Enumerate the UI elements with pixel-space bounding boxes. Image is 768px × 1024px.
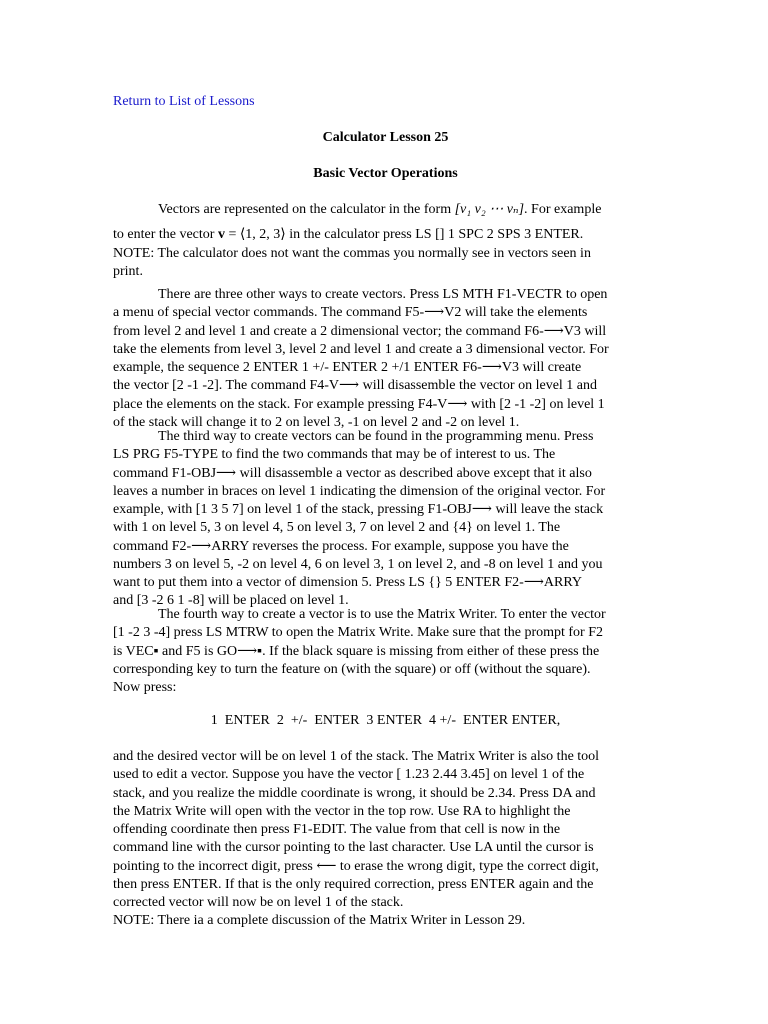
text-line: a menu of special vector commands. The command F5-⟶V2 will take the elements [113, 305, 588, 321]
intro-line-2-pre: to enter the vector [113, 227, 218, 243]
text-line: LS PRG F5-TYPE to find the two commands that may be of interest to us. The [113, 447, 556, 463]
text-line: numbers 3 on level 5, -2 on level 4, 6 on level 3, 1 on level 2, and -8 on level 1 and you [113, 556, 603, 572]
text-line: command F1-OBJ⟶ will disassemble a vector as described above except that it also [113, 465, 592, 481]
return-to-lessons-link[interactable]: Return to List of Lessons [113, 94, 255, 109]
intro-line-2 [113, 226, 648, 244]
text-line: command F2-⟶ARRY reverses the process. For example, suppose you have the [113, 538, 569, 554]
text-line: the Matrix Write will open with the vector in the top row. Use RA to highlight the [113, 803, 571, 819]
text-line: leaves a number in braces on level 1 indicating the dimension of the original vector. For [113, 483, 606, 499]
text-line: command line with the cursor pointing to the last character. Use LA until the cursor is [113, 840, 594, 856]
intro-text-end: . For example [524, 202, 602, 217]
text-line: stack, and you realize the middle coordinate is wrong, it should be 2.34. Press DA and [113, 785, 596, 801]
text-line: used to edit a vector. Suppose you have the vector [ 1.23 2.44 3.45] on level 1 of the [113, 767, 585, 783]
intro-text: Vectors are represented on the calculator in the form [158, 202, 455, 217]
text-line: There are three other ways to create vectors. Press LS MTH F1-VECTR to open [158, 287, 608, 302]
text-line: then press ENTER. If that is the only required correction, press ENTER again and the [113, 876, 594, 892]
key-sequence: 1 ENTER 2 +/- ENTER 3 ENTER 4 +/- ENTER ENTER, [210, 713, 561, 728]
text-line: example, the sequence 2 ENTER 1 +/- ENTER 2 +/1 ENTER F6-⟶V3 will create [113, 360, 582, 375]
text-line: want to put them into a vector of dimension 5. Press LS {} 5 ENTER F2-⟶ARRY [113, 575, 583, 590]
text-line: from level 2 and level 1 and create a 2 dimensional vector; the command F6-⟶V3 will [113, 323, 607, 339]
text-line: example, with [1 3 5 7] on level 1 of the stack, pressing F1-OBJ⟶ will leave the stack [113, 502, 604, 517]
note-line-2: print. [113, 263, 143, 279]
note-line-1: NOTE: The calculator does not want the commas you normally see in vectors seen in [113, 245, 591, 261]
paragraph-edit-vector [113, 748, 648, 931]
text-line: pointing to the incorrect digit, press ⟵ to erase the wrong digit, type the correct digit, [113, 858, 599, 874]
text-line: of the stack will change it to 2 on level 3, -1 on level 2 and -2 on level 1. [113, 414, 520, 430]
text-line: NOTE: There ia a complete discussion of the Matrix Writer in Lesson 29. [113, 913, 526, 929]
text-line: The third way to create vectors can be found in the programming menu. Press [158, 429, 594, 444]
text-line: place the elements on the stack. For example pressing F4-V⟶ with [2 -1 -2] on level 1 [113, 396, 605, 412]
text-line: is VEC▪ and F5 is GO⟶▪. If the black square is missing from either of these press the [113, 643, 600, 659]
text-line: Now press: [113, 680, 177, 695]
text-line: and [3 -2 6 1 -8] will be placed on level 1. [113, 593, 349, 609]
text-line: offending coordinate then press F1-EDIT. The value from that cell is now in the [113, 822, 561, 837]
text-line: corrected vector will now be on level 1 of the stack. [113, 895, 404, 910]
intro-line-2-post: = ⟨1, 2, 3⟩ in the calculator press LS [] 1 SPC 2 SPS 3 ENTER. [224, 227, 584, 243]
vector-form-formula: [v₁ v₂ ⋯ vₙ] [454, 202, 525, 217]
lesson-title: Calculator Lesson 25 [322, 130, 449, 145]
text-line: with 1 on level 5, 3 on level 4, 5 on level 3, 7 on level 2 and {4} on level 1. The [113, 520, 561, 536]
text-line: the vector [2 -1 -2]. The command F4-V⟶ will disassemble the vector on level 1 and [113, 378, 598, 394]
text-line: take the elements from level 3, level 2 and level 1 and create a 3 dimensional vector. For [113, 341, 609, 357]
paragraph-intro [113, 201, 648, 281]
intro-line-1 [113, 201, 648, 219]
lesson-subtitle: Basic Vector Operations [313, 166, 458, 181]
vector-v-symbol: v [217, 227, 225, 243]
paragraph-other-ways [113, 286, 648, 432]
text-line: [1 -2 3 -4] press LS MTRW to open the Matrix Write. Make sure that the prompt for F2 [113, 625, 603, 641]
text-line: corresponding key to turn the feature on (with the square) or off (without the square). [113, 661, 591, 677]
paragraph-matrix-writer [113, 606, 648, 697]
text-line: and the desired vector will be on level 1 of the stack. The Matrix Writer is also the tool [113, 749, 600, 764]
text-line: The fourth way to create a vector is to use the Matrix Writer. To enter the vector [158, 607, 606, 622]
paragraph-programming-menu [113, 428, 648, 611]
